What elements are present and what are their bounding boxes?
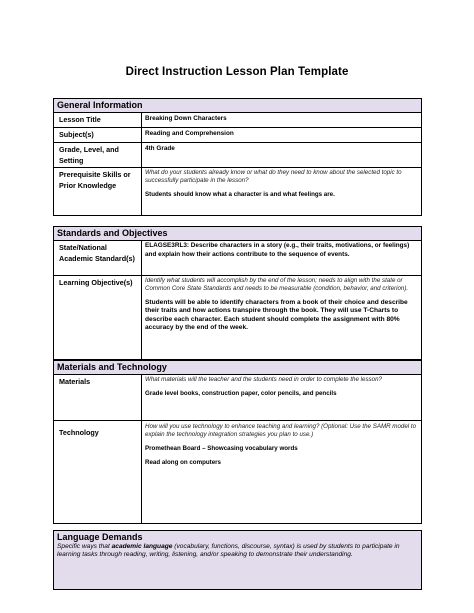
answer-text: Promethean Board – Showcasing vocabulary words xyxy=(145,445,298,452)
row-label: State/National Academic Standard(s) xyxy=(54,241,142,276)
body-bold: academic language xyxy=(111,543,173,550)
materials-technology-table xyxy=(54,375,421,523)
row-value: Breaking Down Characters xyxy=(142,113,422,128)
answer-text: Grade level books, construction paper, color pencils, and pencils xyxy=(145,390,337,397)
row-label: Prerequisite Skills or Prior Knowledge xyxy=(54,168,142,216)
table-row xyxy=(54,375,421,421)
materials-technology-section xyxy=(53,360,422,524)
section-header: General Information xyxy=(54,99,421,113)
row-value: 4th Grade xyxy=(142,143,422,168)
row-value xyxy=(142,375,422,421)
table-row xyxy=(54,276,421,360)
answer-text-2: Read along on computers xyxy=(145,459,221,466)
row-label: Grade, Level, and Setting xyxy=(54,143,142,168)
standards-objectives-section xyxy=(53,226,422,360)
row-label: Materials xyxy=(54,375,142,421)
standards-objectives-table xyxy=(54,241,421,359)
row-value: ELAGSE3RL3: Describe characters in a story (e.g., their traits, motivations, or feelings) and explain how their actions contribute to the sequence of events. xyxy=(142,241,422,276)
general-information-section xyxy=(53,98,422,216)
table-row xyxy=(54,241,421,276)
language-demands-text xyxy=(57,543,418,559)
prompt-text: What materials will the teacher and the students need in order to complete the lesson? xyxy=(145,376,382,383)
page-title: Direct Instruction Lesson Plan Template xyxy=(125,66,349,78)
row-value xyxy=(142,421,422,524)
row-value xyxy=(142,168,422,216)
prompt-text: What do your students already know or what do they need to know about the selected topic to successfully participate in the lesson? xyxy=(145,169,402,184)
table-row xyxy=(54,113,421,128)
answer-text: Students will be able to identify characters from a book of their choice and describe their traits and how actions transpire through the book. They will use T-Charts to describe each character. Each student should complete the assignment with 80% accuracy by the end of the week. xyxy=(145,299,408,332)
general-information-table xyxy=(54,113,421,215)
prompt-text: Identify what students will accomplish by the end of the lesson; needs to align with the state or Common Core State Standards and needs to be measurable (condition, behavior, and criterion). xyxy=(145,277,409,292)
row-label: Lesson Title xyxy=(54,113,142,128)
body-pre: Specific ways that xyxy=(57,543,112,550)
prompt-text: How will you use technology to enhance teaching and learning? (Optional: Use the SAMR model to explain the technology integration strategies you plan to use.) xyxy=(145,423,417,438)
row-label: Technology xyxy=(54,421,142,524)
row-value xyxy=(142,276,422,360)
table-row xyxy=(54,168,421,216)
section-header: Language Demands xyxy=(57,532,143,542)
section-header: Materials and Technology xyxy=(54,361,421,375)
section-header: Standards and Objectives xyxy=(54,227,421,241)
body-post: (vocabulary, functions, discourse, syntax) is used by students to participate in learning tasks through reading, writing, listening, and/or speaking to demonstrate their understanding. xyxy=(57,543,400,558)
row-label: Learning Objective(s) xyxy=(54,276,142,360)
table-row xyxy=(54,421,421,524)
table-row xyxy=(54,143,421,168)
answer-text: Students should know what a character is and what feelings are. xyxy=(145,191,335,198)
language-demands-section xyxy=(53,530,422,590)
row-label: Subject(s) xyxy=(54,128,142,143)
row-value: Reading and Comprehension xyxy=(142,128,422,143)
table-row xyxy=(54,128,421,143)
